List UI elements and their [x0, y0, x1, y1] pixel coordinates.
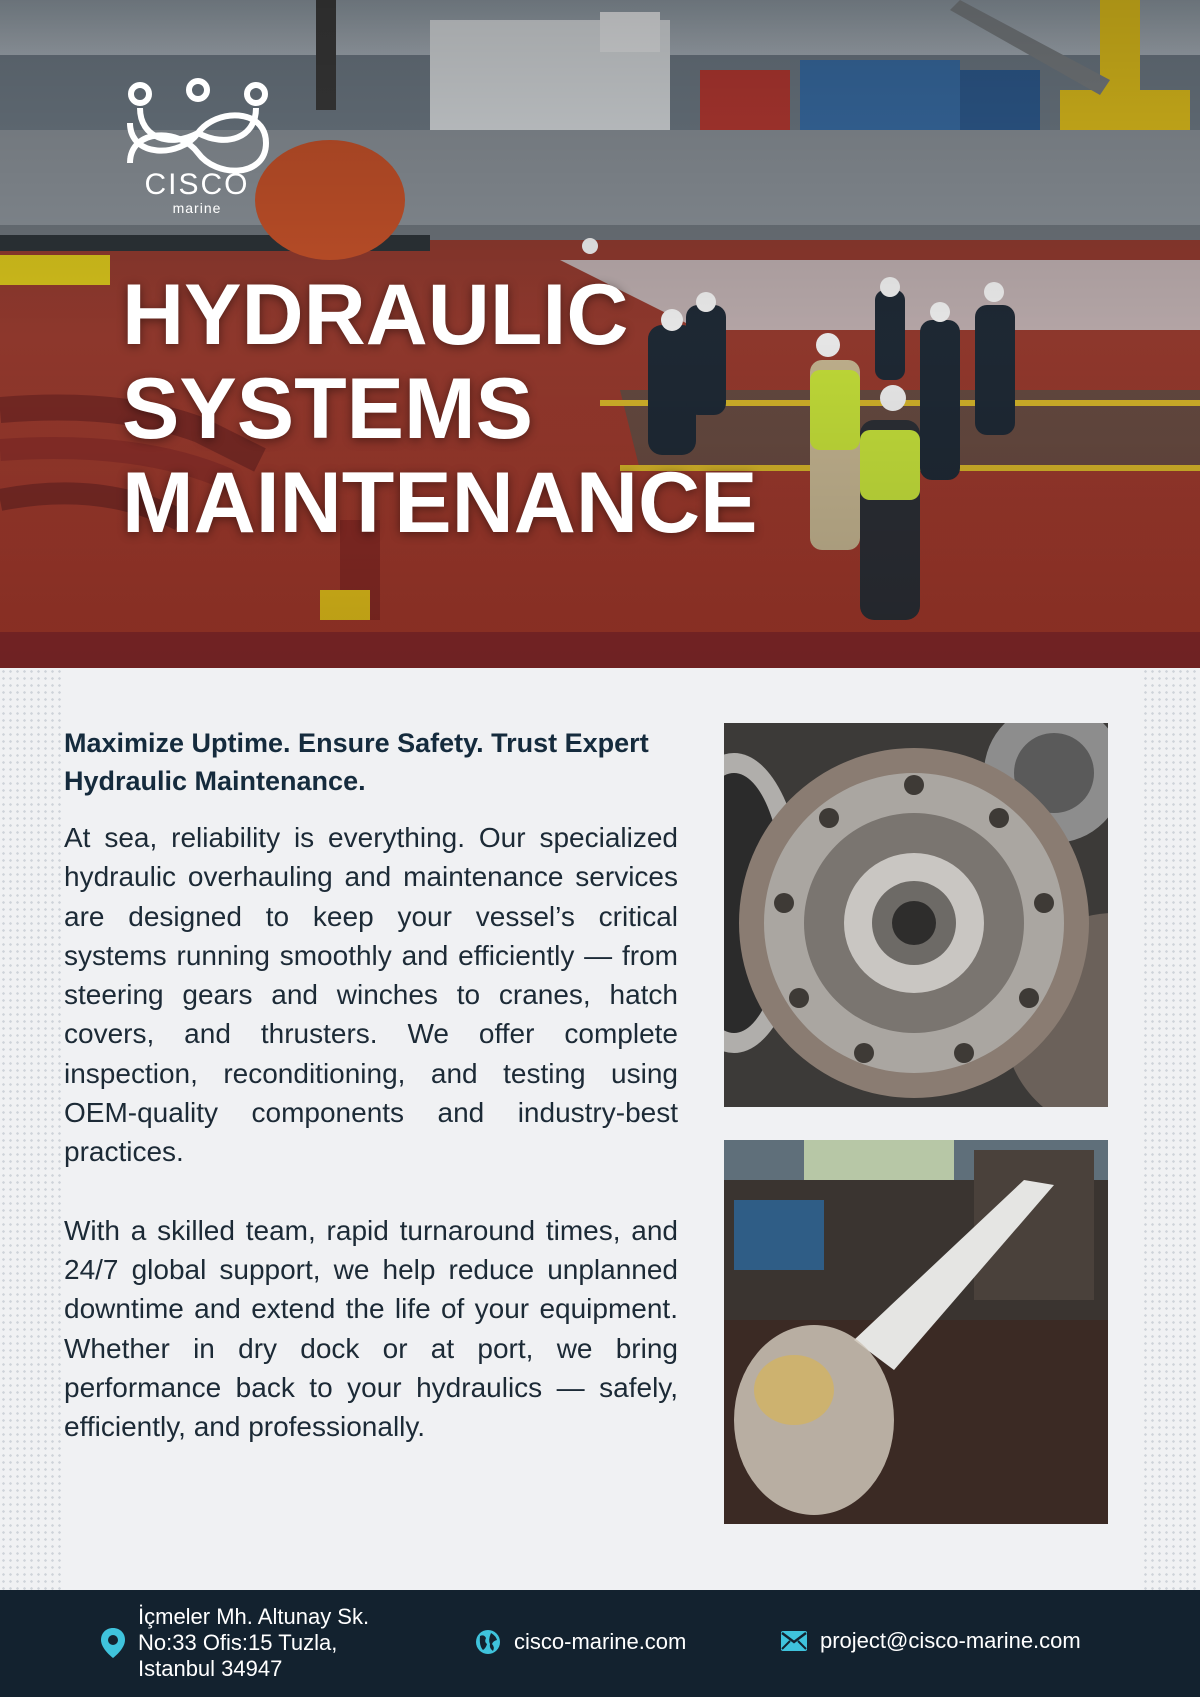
main-content	[64, 724, 678, 1446]
location-pin-icon	[100, 1627, 126, 1659]
address-line-2: No:33 Ofis:15 Tuzla,	[138, 1630, 338, 1655]
footer-email[interactable]	[780, 1628, 1081, 1654]
envelope-icon	[780, 1630, 808, 1652]
hero-banner	[0, 0, 1200, 668]
address-line-1: İçmeler Mh. Altunay Sk.	[138, 1604, 370, 1629]
website-link[interactable]: cisco-marine.com	[514, 1629, 687, 1654]
hero-title-line-3: MAINTENANCE	[122, 455, 758, 551]
photo-hydraulic-component	[724, 723, 1108, 1107]
logo-wordmark: CISCO	[144, 168, 250, 201]
hero-title-line-2: SYSTEMS	[122, 361, 533, 457]
hero-title	[122, 268, 757, 550]
hero-title-line-1: HYDRAULIC	[122, 267, 629, 363]
logo-tagline: marine	[172, 200, 222, 216]
address-line-3: Istanbul 34947	[138, 1656, 283, 1681]
footer	[0, 1590, 1200, 1697]
dot-pattern-right	[1142, 668, 1200, 1590]
footer-address	[100, 1604, 369, 1682]
body-paragraph-2: With a skilled team, rapid turnaround times, and 24/7 global support, we help reduce unplanned downtime and extend the life of your equipment. Whether in dry dock or at port, we bring performance back to your hydraulics — safely, efficiently, and professionally.	[64, 1214, 678, 1443]
subheading: Maximize Uptime. Ensure Safety. Trust Expert Hydraulic Maintenance.	[64, 728, 649, 796]
footer-website[interactable]	[474, 1628, 686, 1656]
email-link[interactable]: project@cisco-marine.com	[820, 1628, 1081, 1653]
photo-workshop-shaft	[724, 1140, 1108, 1524]
dot-pattern-left	[0, 668, 62, 1590]
globe-icon	[474, 1628, 502, 1656]
body-paragraph-1: At sea, reliability is everything. Our specialized hydraulic overhauling and maintenance services are designed to keep your vessel’s critical systems running smoothly and efficiently — from steering gears and winches to cranes, hatch covers, and thrusters. We offer complete inspection, reconditioning, and testing using OEM-quality components and industry-best practices.	[64, 822, 678, 1168]
